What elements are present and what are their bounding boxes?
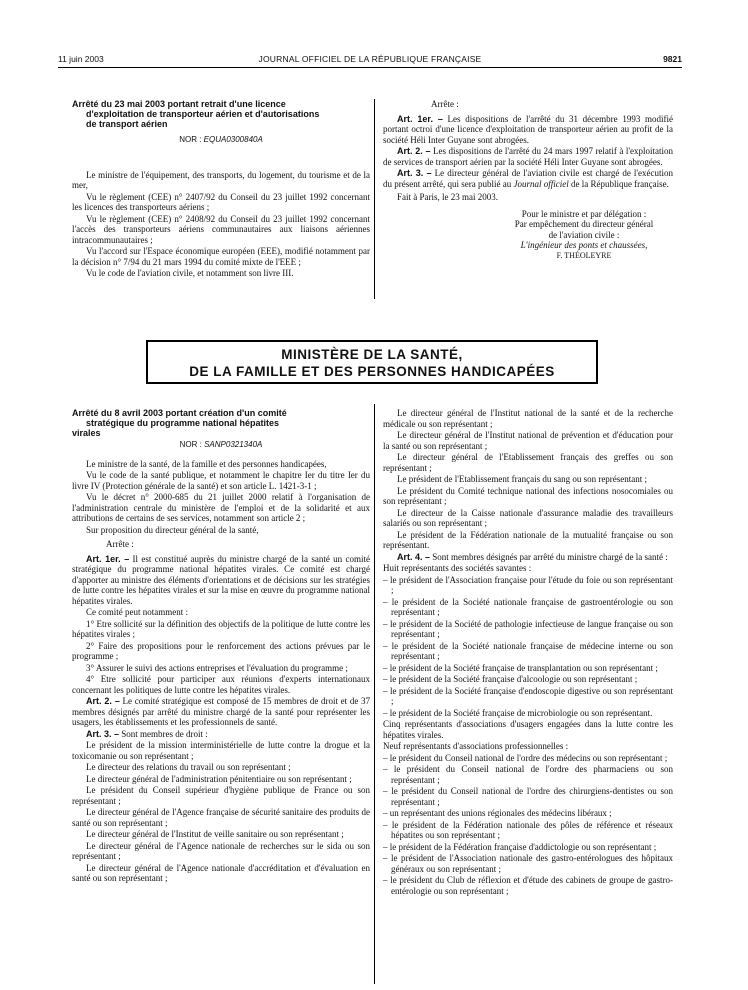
visa: Vu le décret n° 2000-685 du 21 juillet 2000 relatif à l'organisation de l'administration centrale du ministère de l'emploi et de la solidarité et aux attributions de certains de ses services, notamment son article 2 ; bbox=[72, 492, 370, 523]
visa: Vu l'accord sur l'Espace économique européen (EEE), modifié notamment par la décision n° 7/94 du 21 mars 1994 du comité mixte de l'EEE ; bbox=[72, 246, 370, 267]
page-number: 9821 bbox=[663, 54, 682, 64]
arrete-hepatites-left bbox=[72, 408, 370, 885]
visa: Vu le code de l'aviation civile, et notamment son livre III. bbox=[86, 268, 294, 278]
arrete-label: Arrête : bbox=[106, 539, 134, 549]
pro-item: – le président du Conseil national de l'ordre des pharmaciens ou son représentant ; bbox=[383, 764, 673, 785]
minister-intro: Le ministre de l'équipement, des transports, du logement, du tourisme et de la mer, bbox=[72, 169, 370, 190]
page-header bbox=[58, 54, 682, 66]
member-item: Le directeur de la Caisse nationale d'assurance maladie des travailleurs salariés ou son représentant ; bbox=[383, 507, 673, 528]
article-3: Art. 3. – Le directeur général de l'aviation civile est chargé de l'exécution du présent arrêté, qui sera publié au Journal officiel de la République française. bbox=[383, 168, 674, 189]
member-item: Le directeur général de l'Agence nationale d'accréditation et d'évaluation en santé ou son représentant ; bbox=[72, 862, 370, 883]
savante-item: – le président de la Société française d'alcoologie ou son représentant ; bbox=[383, 674, 673, 685]
column-divider bbox=[374, 99, 375, 299]
member-item: Le président de l'Etablissement français du sang ou son représentant ; bbox=[397, 474, 648, 484]
mission-item: 4° Etre sollicité pour participer aux réunions d'experts internationaux concernant les politiques de lutte contre les hépatites virales. bbox=[72, 674, 370, 695]
missions-intro: Ce comité peut notamment : bbox=[86, 607, 188, 617]
signatory-name: F. THÉOLEYRE bbox=[556, 250, 612, 260]
signature-block: Pour le ministre et par délégation : Par empêchement du directeur général de l'aviation civile : L'ingénieur des ponts et chaussées, F. THÉOLEYRE bbox=[383, 209, 669, 262]
pro-item: – le président du Conseil national de l'ordre des chirurgiens-dentistes ou son représentant ; bbox=[383, 786, 673, 807]
fait-date: Fait à Paris, le 23 mai 2003. bbox=[397, 192, 498, 202]
mission-item: 2° Faire des propositions pour le renforcement des actions prévues par le programme ; bbox=[72, 640, 370, 661]
article-4: Art. 4. – Sont membres désignés par arrêté du ministre chargé de la santé : bbox=[397, 551, 668, 562]
member-item: Le président de la mission interministérielle de lutte contre la drogue et la toxicomanie ou son représentant ; bbox=[72, 740, 370, 761]
visa: Vu le code de la santé publique, et notamment le chapitre Ier du titre Ier du livre IV (Protection générale de la santé) et son article L. 1421-3-1 ; bbox=[72, 470, 370, 491]
pro-item: – un représentant des unions régionales des médecins libéraux ; bbox=[383, 808, 673, 819]
pro-item: – le président de la Fédération nationale des pôles de référence et réseaux hépatites ou son représentant ; bbox=[383, 820, 673, 841]
member-item: Le directeur général de l'Agence nationale de recherches sur le sida ou son représentant ; bbox=[72, 840, 370, 861]
savante-item: – le président de l'Association française pour l'étude du foie ou son représentant ; bbox=[383, 575, 673, 596]
article-3: Art. 3. – Sont membres de droit : bbox=[86, 728, 208, 739]
pro-item: – le président de la Fédération française d'addictologie ou son représentant ; bbox=[383, 842, 673, 853]
arrete-aviation-title: Arrêté du 23 mai 2003 portant retrait d'une licence d'exploitation de transporteur aérien et d'autorisations de transport aérien bbox=[72, 99, 320, 129]
pro-item: – le président du Conseil national de l'ordre des médecins ou son représentant ; bbox=[383, 753, 673, 764]
article-1: Art. 1er. – Les dispositions de l'arrêté du 31 décembre 1993 modifié portant octroi d'une licence d'exploitation de transporteur aérien au profit de la société Héli Inter Guyane sont abrogées. bbox=[383, 113, 673, 145]
arrete-hepatites-title: Arrêté du 8 avril 2003 portant création d'un comité stratégique du programme national hépatites virales bbox=[72, 408, 287, 438]
savante-item: – le président de la Société française de microbiologie ou son représentant. bbox=[383, 708, 673, 719]
member-item: Le directeur des relations du travail ou son représentant ; bbox=[86, 762, 291, 772]
savante-item: – le président de la Société française de transplantation ou son représentant ; bbox=[383, 663, 673, 674]
arrete-hepatites-right bbox=[383, 408, 673, 897]
article-2: Art. 2. – Les dispositions de l'arrêté du 24 mars 1997 relatif à l'exploitation de services de transport aérien par la société Héli Inter Guyane sont abrogées. bbox=[383, 146, 673, 167]
member-item: Le directeur général de l'administration pénitentiaire ou son représentant ; bbox=[86, 773, 352, 784]
ministry-heading: MINISTÈRE DE LA SANTÉ, DE LA FAMILLE ET DES PERSONNES HANDICAPÉES bbox=[146, 340, 598, 384]
minister-intro: Le ministre de la santé, de la famille et des personnes handicapées, bbox=[86, 458, 327, 469]
article-1: Art. 1er. – Il est constitué auprès du ministre chargé de la santé un comité stratégique du programme national hépatites virales. Ce comité est chargé d'apporter au ministre des éléments d'orientations et de décisions sur les stratégies de lutte contre les hépatites virales et sur la mise en œuvre du programme national hépatites virales. bbox=[72, 553, 371, 606]
header-date: 11 juin 2003 bbox=[58, 54, 104, 64]
column-divider bbox=[374, 404, 375, 984]
member-item: Le directeur général de l'Agence française de sécurité sanitaire des produits de santé ou son représentant ; bbox=[72, 807, 370, 828]
mission-item: 1° Etre sollicité sur la définition des objectifs de la politique de lutte contre les hépatites virales ; bbox=[72, 618, 370, 639]
visa: Vu le règlement (CEE) n° 2408/92 du Conseil du 23 juillet 1992 concernant l'accès des transporteurs aériens communautaires aux liaisons aériennes intracommunautaires ; bbox=[72, 213, 370, 245]
member-item: Le directeur général de l'Institut national de la santé et de la recherche médicale ou son représentant ; bbox=[383, 408, 673, 429]
member-item: Le directeur général de l'Institut national de prévention et d'éducation pour la santé ou son représentant ; bbox=[383, 430, 673, 451]
article-2: Art. 2. – Le comité stratégique est composé de 15 membres de droit et de 37 membres désignés par arrêté du ministre chargé de la santé pour représenter les usagers, les établissements et les professionnels de santé. bbox=[72, 696, 370, 727]
member-item: Le président du Comité technique national des infections nosocomiales ou son représentant ; bbox=[383, 485, 673, 506]
pro-item: – le président du Club de réflexion et d'étude des cabinets de groupe de gastro-entérologie ou son représentant ; bbox=[383, 875, 673, 896]
member-item: Le président de la Fédération nationale de la mutualité française ou son représentant. bbox=[383, 529, 673, 550]
journal-title: JOURNAL OFFICIEL DE LA RÉPUBLIQUE FRANÇAISE bbox=[258, 54, 482, 64]
pro-item: – le président de l'Association nationale des gastro-entérologues des hôpitaux généraux ou son représentant ; bbox=[383, 853, 673, 874]
visa: Vu le règlement (CEE) n° 2407/92 du Conseil du 23 juillet 1992 concernant les licences des transporteurs aériens ; bbox=[72, 191, 370, 212]
member-item: Le président du Conseil supérieur d'hygiène publique de France ou son représentant ; bbox=[72, 785, 370, 806]
visa: Sur proposition du directeur général de la santé, bbox=[86, 524, 259, 535]
header-rule bbox=[58, 67, 682, 68]
arrete-label: Arrête : bbox=[431, 99, 459, 109]
savante-item: – le président de la Société nationale française de médecine interne ou son représentant ; bbox=[383, 641, 673, 662]
savante-item: – le président de la Société nationale française de gastroentérologie ou son représentant ; bbox=[383, 597, 673, 618]
savante-item: – le président de la Société française d'endoscopie digestive ou son représentant ; bbox=[383, 686, 673, 707]
pro-intro: Neuf représentants d'associations professionnelles : bbox=[383, 741, 569, 751]
nor-reference: NOR : EQUA0300840A bbox=[179, 135, 263, 144]
usagers-item: Cinq représentants d'associations d'usagers engagées dans la lutte contre les hépatites virales. bbox=[383, 719, 673, 740]
arrete-aviation-left bbox=[72, 99, 370, 280]
savante-item: – le président de la Société de pathologie infectieuse de langue française ou son représentant ; bbox=[383, 619, 673, 640]
member-item: Le directeur général de l'Institut de veille sanitaire ou son représentant ; bbox=[86, 829, 344, 839]
savantes-intro: Huit représentants des sociétés savantes : bbox=[383, 563, 532, 573]
mission-item: 3° Assurer le suivi des actions entreprises et l'évaluation du programme ; bbox=[86, 662, 348, 673]
arrete-aviation-right bbox=[383, 99, 673, 261]
nor-reference: NOR : SANP0321340A bbox=[179, 440, 263, 449]
member-item: Le directeur général de l'Etablissement français des greffes ou son représentant ; bbox=[383, 452, 673, 473]
